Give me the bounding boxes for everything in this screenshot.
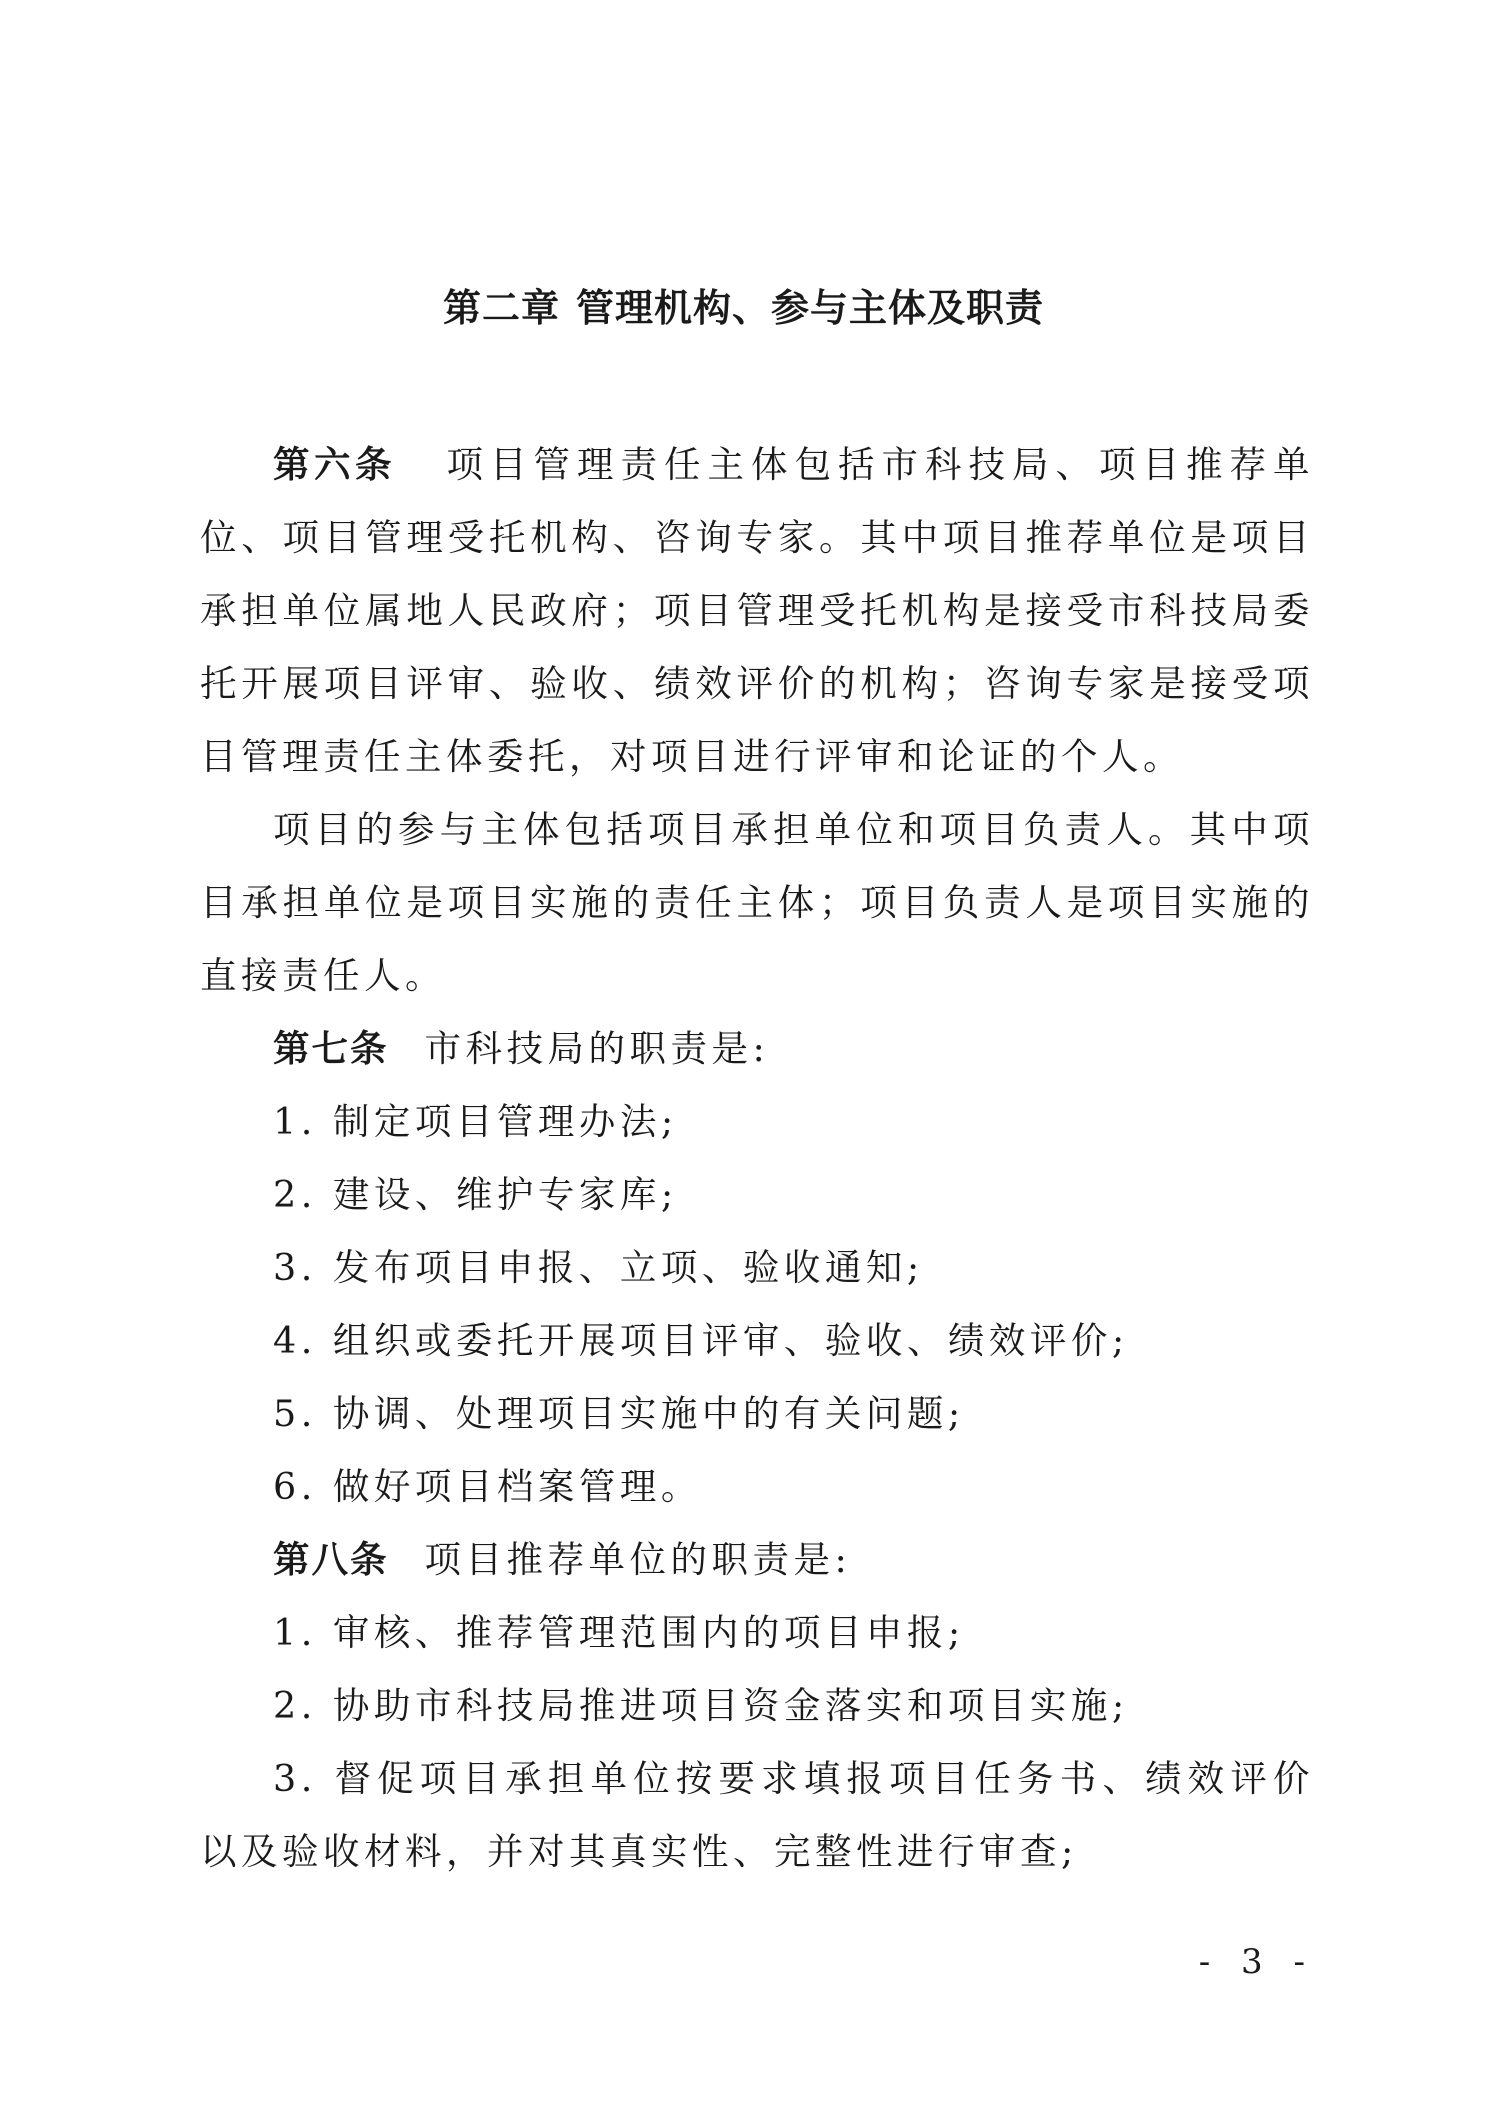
list-item-number: 4.	[273, 1319, 317, 1362]
article-8-item-3	[200, 1742, 1314, 1888]
list-item-number: 1.	[273, 1611, 317, 1654]
list-item-number: 1.	[273, 1100, 317, 1143]
article-7-item-2	[200, 1158, 1314, 1231]
article-8-intro	[200, 1523, 1314, 1596]
article-7-item-4	[200, 1304, 1314, 1377]
article-6-text-1: 项目管理责任主体包括市科技局、项目推荐单位、项目管理受托机构、咨询专家。其中项目推荐单位是项目承担单位属地人民政府；项目管理受托机构是接受市科技局委托开展项目评审、验收、绩效评价的机构；咨询专家是接受项目管理责任主体委托，对项目进行评审和论证的个人。	[200, 443, 1314, 778]
list-item-text: 建设、维护专家库;	[332, 1173, 678, 1216]
list-item-text: 做好项目档案管理。	[332, 1465, 702, 1508]
article-8-item-1	[200, 1596, 1314, 1669]
article-7-item-3	[200, 1231, 1314, 1304]
list-item-number: 3.	[273, 1757, 317, 1800]
list-item-text: 督促项目承担单位按要求填报项目任务书、绩效评价以及验收材料，并对其真实性、完整性进行审查;	[200, 1757, 1314, 1873]
page-number: - 3 -	[1198, 1942, 1315, 1982]
document-body	[200, 428, 1314, 1888]
article-8-item-2	[200, 1669, 1314, 1742]
list-item-number: 5.	[273, 1392, 317, 1435]
article-6-paragraph-1	[200, 428, 1314, 793]
list-item-number: 3.	[273, 1246, 317, 1289]
list-item-number: 6.	[273, 1465, 317, 1508]
article-8-heading: 第八条	[273, 1538, 389, 1581]
list-item-text: 制定项目管理办法;	[332, 1100, 678, 1143]
list-item-text: 协助市科技局推进项目资金落实和项目实施;	[332, 1684, 1129, 1727]
list-item-text: 组织或委托开展项目评审、验收、绩效评价;	[332, 1319, 1129, 1362]
list-item-number: 2.	[273, 1173, 317, 1216]
list-item-text: 协调、处理项目实施中的有关问题;	[332, 1392, 965, 1435]
article-6-paragraph-2: 项目的参与主体包括项目承担单位和项目负责人。其中项目承担单位是项目实施的责任主体；项目负责人是项目实施的直接责任人。	[200, 808, 1314, 997]
list-item-text: 审核、推荐管理范围内的项目申报;	[332, 1611, 965, 1654]
list-item-number: 2.	[273, 1684, 317, 1727]
article-7-item-6	[200, 1450, 1314, 1523]
article-7-intro-text: 市科技局的职责是:	[424, 1027, 770, 1070]
chapter-name: 管理机构、参与主体及职责	[576, 286, 1045, 330]
article-7-item-5	[200, 1377, 1314, 1450]
chapter-number: 第二章	[442, 286, 560, 330]
article-6-heading: 第六条	[273, 443, 396, 486]
article-7-item-1	[200, 1085, 1314, 1158]
list-item-text: 发布项目申报、立项、验收通知;	[332, 1246, 924, 1289]
article-7-intro	[200, 1012, 1314, 1085]
article-7-heading: 第七条	[273, 1027, 389, 1070]
article-8-intro-text: 项目推荐单位的职责是:	[424, 1538, 852, 1581]
chapter-title	[0, 283, 1487, 333]
